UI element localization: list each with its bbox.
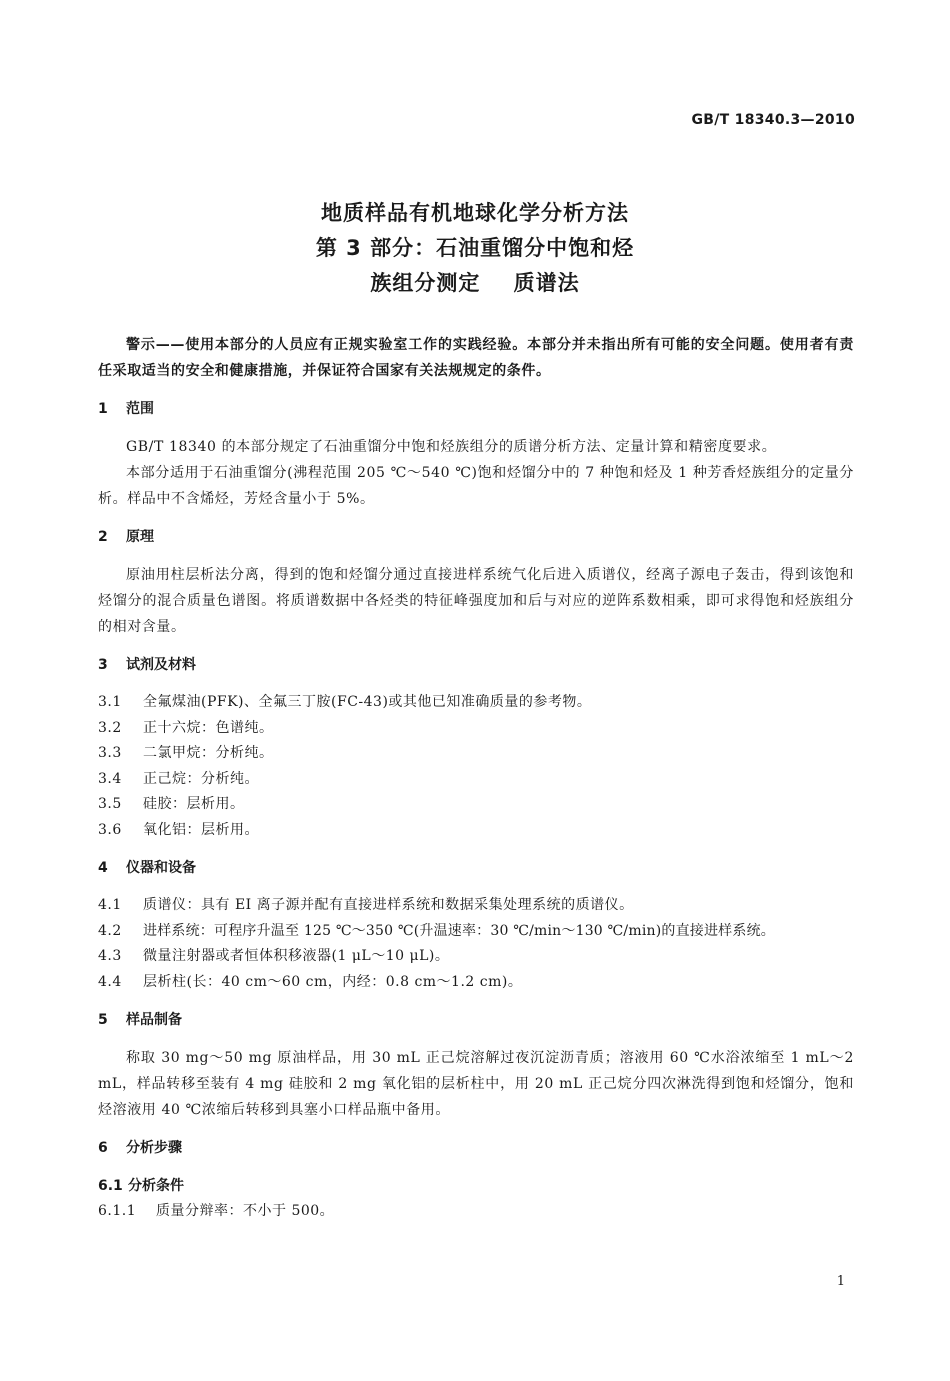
list-item [98, 944, 854, 970]
list-item [98, 919, 854, 945]
section-title: 试剂及材料 [126, 657, 196, 673]
item-text: 质量分辩率：不小于 500。 [156, 1203, 335, 1219]
section-2-paragraph-1: 原油用柱层析法分离，得到的饱和烃馏分通过直接进样系统气化后进入质谱仪，经离子源电子轰击，得到该饱和烃馏分的混合质量色谱图。将质谱数据中各烃类的特征峰强度加和后与对应的逆阵系数相乘，即可求得饱和烃族组分的相对含量。 [98, 567, 854, 635]
page-number: 1 [836, 1274, 845, 1289]
item-number: 3.6 [98, 821, 122, 838]
section-number: 3 [98, 657, 108, 673]
item-number: 3.4 [98, 770, 122, 787]
item-text: 进样系统：可程序升温至 125 ℃～350 ℃(升温速率：30 ℃/min～130 ℃/min)的直接进样系统。 [143, 922, 775, 939]
list-item [98, 1199, 854, 1225]
item-text: 二氯甲烷：分析纯。 [143, 745, 274, 761]
section-3-heading [98, 652, 854, 678]
item-number: 4.4 [98, 973, 122, 990]
title-line-3: 族组分测定 质谱法 [370, 271, 580, 295]
section-title: 仪器和设备 [126, 860, 196, 876]
section-1-heading [98, 396, 854, 422]
section-number: 2 [98, 529, 108, 545]
list-item [98, 893, 854, 919]
item-number: 3.3 [98, 745, 122, 761]
standard-code: GB/T 18340.3—2010 [691, 112, 855, 128]
section-title: 原理 [126, 529, 154, 545]
item-number: 4.3 [98, 948, 122, 964]
title-line-2: 第 3 部分：石油重馏分中饱和烃 [315, 236, 635, 260]
item-number: 3.2 [98, 719, 122, 736]
item-text: 全氟煤油(PFK)、全氟三丁胺(FC-43)或其他已知准确质量的参考物。 [143, 694, 592, 710]
section-title: 范围 [126, 401, 154, 417]
subsection-number: 6.1 [98, 1178, 123, 1194]
section-title: 分析步骤 [126, 1140, 182, 1156]
item-text: 质谱仪：具有 EI 离子源并配有直接进样系统和数据采集处理系统的质谱仪。 [143, 897, 634, 913]
item-number: 3.5 [98, 796, 122, 812]
title-line-1: 地质样品有机地球化学分析方法 [321, 201, 629, 225]
warning-paragraph: 警示——使用本部分的人员应有正规实验室工作的实践经验。本部分并未指出所有可能的安全问题。使用者有责任采取适当的安全和健康措施，并保证符合国家有关法规规定的条件。 [98, 337, 854, 379]
section-number: 4 [98, 860, 108, 876]
item-number: 4.1 [98, 897, 122, 913]
item-number: 4.2 [98, 922, 122, 939]
list-item [98, 818, 854, 844]
item-text: 正十六烷：色谱纯。 [143, 719, 274, 736]
subsection-6-1-heading [98, 1173, 854, 1199]
section-5-paragraph-1: 称取 30 mg～50 mg 原油样品，用 30 mL 正己烷溶解过夜沉淀沥青质；溶液用 60 ℃水浴浓缩至 1 mL～2 mL，样品转移至装有 4 mg 硅胶和 2 mg 氧化铝的层析柱中，用 20 mL 正己烷分四次淋洗得到饱和烃馏分，饱和烃溶液用 40 ℃浓缩后转移到具塞小口样品瓶中备用。 [98, 1050, 854, 1118]
list-item [98, 716, 854, 742]
section-title: 样品制备 [126, 1012, 182, 1028]
list-item [98, 690, 854, 716]
item-text: 层析柱(长：40 cm～60 cm，内经：0.8 cm～1.2 cm)。 [143, 973, 523, 990]
item-number: 6.1.1 [98, 1203, 137, 1219]
subsection-title: 分析条件 [128, 1178, 184, 1194]
section-1-paragraph-1: GB/T 18340 的本部分规定了石油重馏分中饱和烃族组分的质谱分析方法、定量计算和精密度要求。 [126, 439, 777, 455]
list-item [98, 970, 854, 996]
item-text: 氧化铝：层析用。 [143, 821, 259, 838]
document-title [0, 196, 950, 301]
item-text: 正己烷：分析纯。 [143, 770, 259, 787]
item-text: 硅胶：层析用。 [143, 796, 245, 812]
section-1-paragraph-2: 本部分适用于石油重馏分(沸程范围 205 ℃～540 ℃)饱和烃馏分中的 7 种饱和烃及 1 种芳香烃族组分的定量分析。样品中不含烯烃，芳烃含量小于 5%。 [98, 465, 854, 507]
list-item [98, 767, 854, 793]
document-body [98, 332, 854, 1225]
section-5-heading [98, 1007, 854, 1033]
section-number: 5 [98, 1012, 108, 1028]
section-number: 6 [98, 1140, 108, 1156]
section-6-heading [98, 1135, 854, 1161]
item-text: 微量注射器或者恒体积移液器(1 μL～10 μL)。 [143, 948, 450, 964]
item-number: 3.1 [98, 694, 122, 710]
section-number: 1 [98, 401, 108, 417]
list-item [98, 741, 854, 767]
section-4-heading [98, 855, 854, 881]
section-2-heading [98, 524, 854, 550]
list-item [98, 792, 854, 818]
